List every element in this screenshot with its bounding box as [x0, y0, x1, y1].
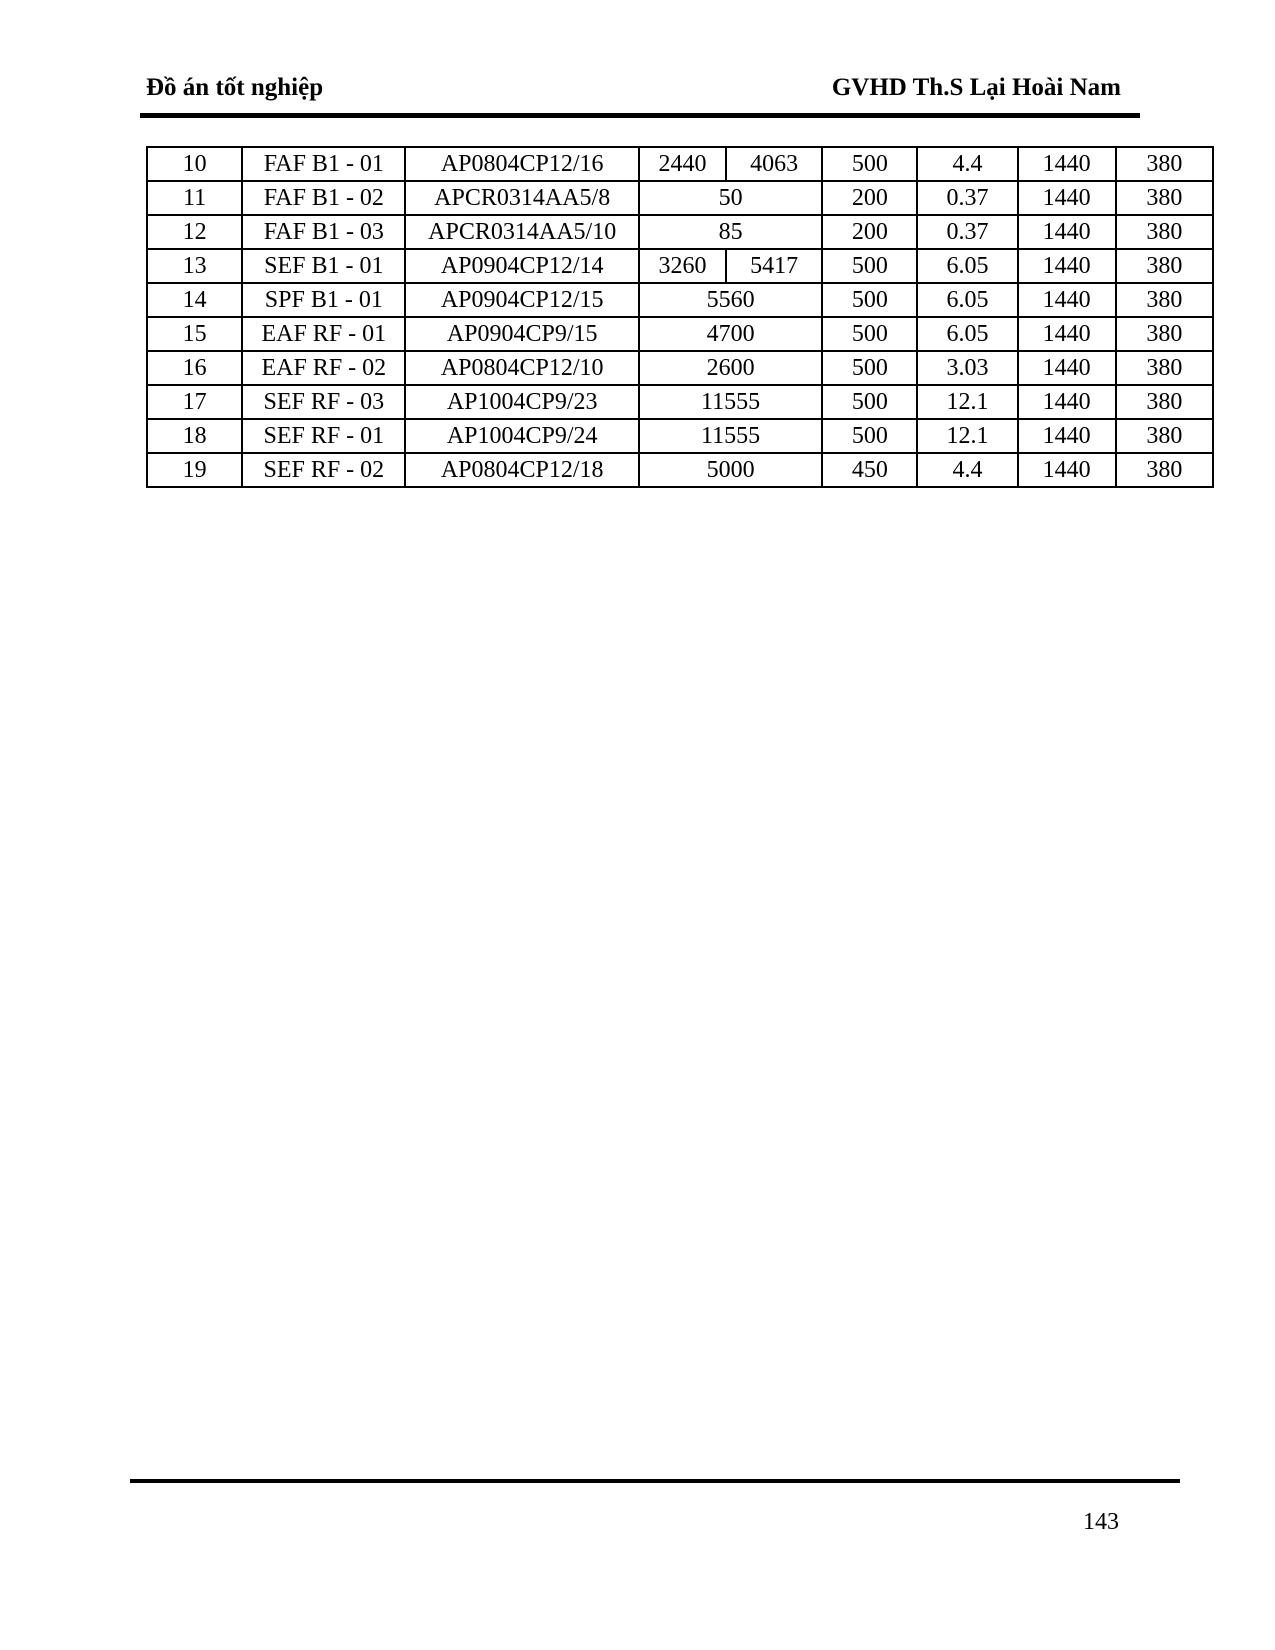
cell-speed: 1440: [1018, 215, 1116, 249]
cell-no: 19: [147, 453, 242, 487]
cell-speed: 1440: [1018, 351, 1116, 385]
cell-flow: 85: [639, 215, 822, 249]
cell-flow-max: 5417: [726, 249, 822, 283]
cell-model: AP1004CP9/24: [405, 419, 638, 453]
table-body: [147, 147, 1213, 487]
header-divider: [140, 113, 1140, 118]
cell-pressure: 500: [822, 249, 917, 283]
cell-voltage: 380: [1116, 317, 1213, 351]
cell-flow: 11555: [639, 385, 822, 419]
cell-pressure: 500: [822, 385, 917, 419]
cell-power: 0.37: [917, 215, 1017, 249]
cell-model: AP1004CP9/23: [405, 385, 638, 419]
cell-no: 15: [147, 317, 242, 351]
cell-voltage: 380: [1116, 249, 1213, 283]
cell-code: SEF RF - 01: [242, 419, 405, 453]
cell-power: 12.1: [917, 385, 1017, 419]
cell-model: APCR0314AA5/8: [405, 181, 638, 215]
table-row: [147, 317, 1213, 351]
cell-speed: 1440: [1018, 249, 1116, 283]
cell-pressure: 200: [822, 215, 917, 249]
cell-flow: 2600: [639, 351, 822, 385]
table-row: [147, 181, 1213, 215]
table-row: [147, 283, 1213, 317]
table-row: [147, 249, 1213, 283]
cell-speed: 1440: [1018, 283, 1116, 317]
header-left-title: Đồ án tốt nghiệp: [146, 74, 324, 101]
table-row: [147, 215, 1213, 249]
cell-code: SPF B1 - 01: [242, 283, 405, 317]
cell-code: EAF RF - 01: [242, 317, 405, 351]
cell-voltage: 380: [1116, 453, 1213, 487]
cell-voltage: 380: [1116, 181, 1213, 215]
cell-pressure: 200: [822, 181, 917, 215]
cell-speed: 1440: [1018, 181, 1116, 215]
table-row: [147, 419, 1213, 453]
cell-flow-min: 3260: [639, 249, 726, 283]
cell-model: AP0904CP12/14: [405, 249, 638, 283]
cell-no: 11: [147, 181, 242, 215]
cell-power: 4.4: [917, 453, 1017, 487]
cell-model: AP0804CP12/18: [405, 453, 638, 487]
cell-no: 10: [147, 147, 242, 181]
cell-voltage: 380: [1116, 147, 1213, 181]
table-row: [147, 385, 1213, 419]
cell-power: 0.37: [917, 181, 1017, 215]
fan-spec-table: [146, 146, 1214, 488]
cell-power: 3.03: [917, 351, 1017, 385]
cell-flow: 50: [639, 181, 822, 215]
cell-power: 6.05: [917, 283, 1017, 317]
cell-model: AP0904CP12/15: [405, 283, 638, 317]
cell-no: 14: [147, 283, 242, 317]
cell-no: 17: [147, 385, 242, 419]
cell-code: FAF B1 - 03: [242, 215, 405, 249]
cell-flow: 4700: [639, 317, 822, 351]
cell-speed: 1440: [1018, 385, 1116, 419]
cell-flow: 5000: [639, 453, 822, 487]
cell-code: SEF B1 - 01: [242, 249, 405, 283]
cell-speed: 1440: [1018, 419, 1116, 453]
cell-code: SEF RF - 02: [242, 453, 405, 487]
cell-voltage: 380: [1116, 419, 1213, 453]
cell-flow-max: 4063: [726, 147, 822, 181]
table-row: [147, 147, 1213, 181]
cell-pressure: 500: [822, 283, 917, 317]
cell-voltage: 380: [1116, 385, 1213, 419]
cell-pressure: 450: [822, 453, 917, 487]
cell-no: 13: [147, 249, 242, 283]
cell-power: 6.05: [917, 317, 1017, 351]
cell-voltage: 380: [1116, 283, 1213, 317]
cell-model: AP0804CP12/16: [405, 147, 638, 181]
cell-power: 12.1: [917, 419, 1017, 453]
cell-no: 12: [147, 215, 242, 249]
cell-speed: 1440: [1018, 453, 1116, 487]
cell-model: APCR0314AA5/10: [405, 215, 638, 249]
table-row: [147, 453, 1213, 487]
cell-flow: 11555: [639, 419, 822, 453]
cell-flow-min: 2440: [639, 147, 726, 181]
page-number: 143: [1083, 1509, 1119, 1535]
cell-model: AP0904CP9/15: [405, 317, 638, 351]
cell-pressure: 500: [822, 147, 917, 181]
cell-code: SEF RF - 03: [242, 385, 405, 419]
cell-code: FAF B1 - 01: [242, 147, 405, 181]
cell-speed: 1440: [1018, 317, 1116, 351]
cell-code: FAF B1 - 02: [242, 181, 405, 215]
cell-power: 6.05: [917, 249, 1017, 283]
cell-no: 18: [147, 419, 242, 453]
cell-no: 16: [147, 351, 242, 385]
cell-speed: 1440: [1018, 147, 1116, 181]
cell-code: EAF RF - 02: [242, 351, 405, 385]
header-right-title: GVHD Th.S Lại Hoài Nam: [831, 74, 1121, 101]
cell-pressure: 500: [822, 419, 917, 453]
cell-voltage: 380: [1116, 351, 1213, 385]
cell-model: AP0804CP12/10: [405, 351, 638, 385]
cell-voltage: 380: [1116, 215, 1213, 249]
cell-pressure: 500: [822, 351, 917, 385]
table-row: [147, 351, 1213, 385]
cell-flow: 5560: [639, 283, 822, 317]
cell-pressure: 500: [822, 317, 917, 351]
cell-power: 4.4: [917, 147, 1017, 181]
footer-divider: [130, 1479, 1180, 1483]
